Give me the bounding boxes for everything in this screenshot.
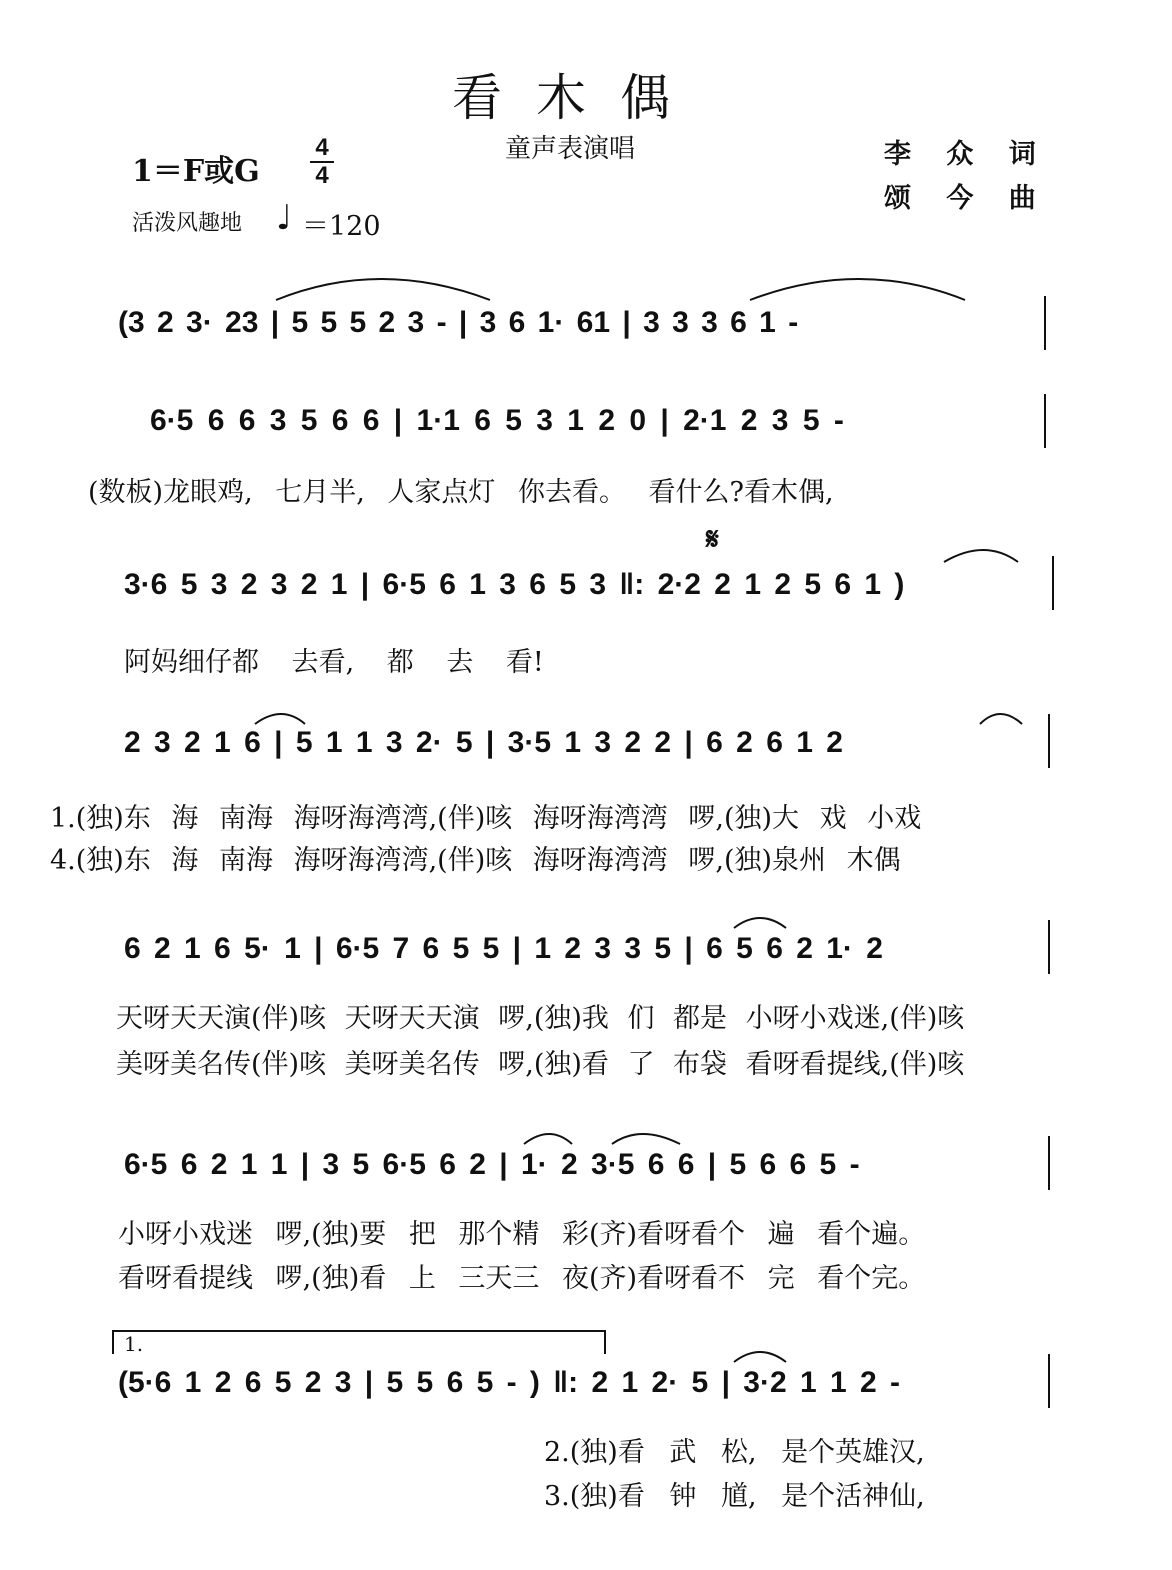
notation-line: 3·6 5 3 2 3 2 1 | 6·5 6 1 3 6 5 3 ‖: 2·2 2 1 2 5 6 1 ) xyxy=(124,568,905,601)
segno-icon: 𝄋 xyxy=(706,522,719,557)
lyric-line: 天呀天天演(伴)咳 天呀天天演 啰,(独)我 们 都是 小呀小戏迷,(伴)咳 xyxy=(116,1003,965,1034)
notation-line: (3 2 3· 23 | 5 5 5 2 3 - | 3 6 1· 61 | 3 3 3 6 1 - xyxy=(118,306,799,339)
lyric-line: 1.(独)东 海 南海 海呀海湾湾,(伴)咳 海呀海湾湾 啰,(独)大 戏 小戏 xyxy=(50,803,922,834)
song-title: 看木偶 xyxy=(452,69,704,127)
slur xyxy=(524,1134,572,1144)
lyric-line: 4.(独)东 海 南海 海呀海湾湾,(伴)咳 海呀海湾湾 啰,(独)泉州 木偶 xyxy=(50,845,901,876)
lyric-line: 看呀看提线 啰,(独)看 上 三天三 夜(齐)看呀看不 完 看个完。 xyxy=(118,1263,926,1294)
tempo-value: ＝120 xyxy=(302,211,381,242)
first-ending-label: 1. xyxy=(124,1332,144,1356)
composer-credit: 颂 今 曲 xyxy=(884,183,1036,214)
slur xyxy=(276,279,490,300)
slur xyxy=(734,918,786,928)
performance-note: 童声表演唱 xyxy=(505,134,636,164)
notation-line: (5·6 1 2 6 5 2 3 | 5 5 6 5 - ) ‖: 2 1 2· 5 | 3·2 1 1 2 - xyxy=(118,1366,901,1399)
lyric-line: (数板)龙眼鸡, 七月半, 人家点灯 你去看。 看什么?看木偶, xyxy=(88,477,834,508)
lyric-line: 美呀美名传(伴)咳 美呀美名传 啰,(独)看 了 布袋 看呀看提线,(伴)咳 xyxy=(116,1049,965,1080)
slur xyxy=(944,550,1018,562)
time-signature-bottom: 4 xyxy=(315,162,329,189)
lyric-line: 3.(独)看 钟 馗, 是个活神仙, xyxy=(544,1481,925,1512)
notation-line: 6·5 6 6 3 5 6 6 | 1·1 6 5 3 1 2 0 | 2·1 2 3 5 - xyxy=(150,404,844,437)
slur xyxy=(980,714,1022,724)
lyric-line: 2.(独)看 武 松, 是个英雄汉, xyxy=(544,1437,925,1468)
lyric-line: 小呀小戏迷 啰,(独)要 把 那个精 彩(齐)看呀看个 遍 看个遍。 xyxy=(118,1219,926,1250)
lyricist-credit: 李 众 词 xyxy=(884,139,1036,170)
tempo-marking: 活泼风趣地 xyxy=(132,211,243,236)
key-signature: 1＝F或G xyxy=(132,154,260,189)
slur xyxy=(255,714,305,724)
slur xyxy=(734,1352,786,1362)
lyric-line: 阿妈细仔都 去看, 都 去 看! xyxy=(124,647,544,678)
notation-line: 2 3 2 1 6 | 5 1 1 3 2· 5 | 3·5 1 3 2 2 | 6 2 6 1 2 xyxy=(124,726,843,759)
slur xyxy=(612,1134,680,1144)
slur xyxy=(750,279,965,300)
notation-line: 6 2 1 6 5· 1 | 6·5 7 6 5 5 | 1 2 3 3 5 | 6 5 6 2 1· 2 xyxy=(124,932,883,965)
tempo-note-icon: ♩ xyxy=(276,198,293,238)
notation-line: 6·5 6 2 1 1 | 3 5 6·5 6 2 | 1· 2 3·5 6 6 | 5 6 6 5 - xyxy=(124,1148,860,1181)
time-signature-top: 4 xyxy=(315,134,329,161)
